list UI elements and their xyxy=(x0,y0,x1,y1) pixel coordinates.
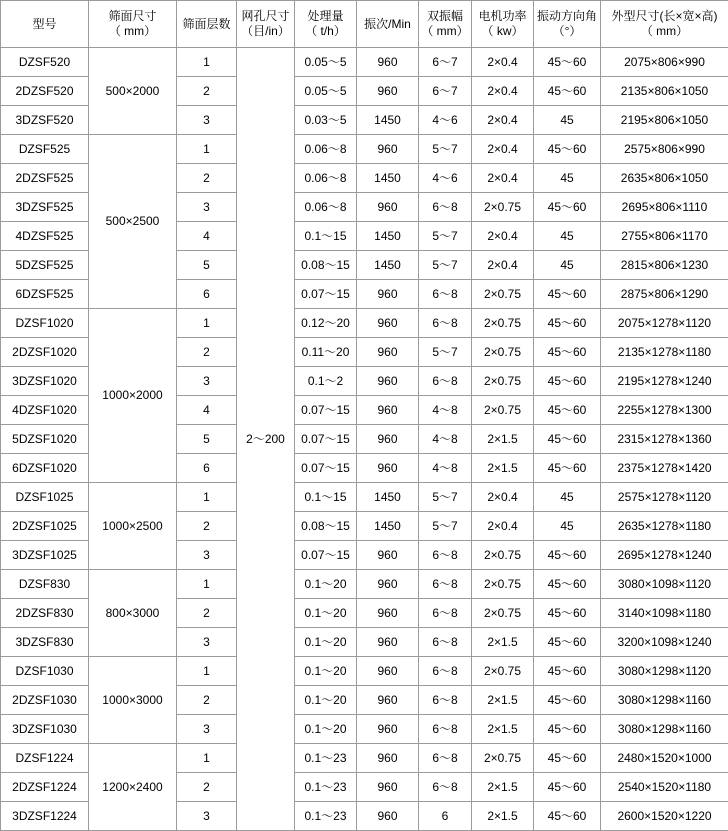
cell-angle: 45～60 xyxy=(534,773,601,802)
cell-model: 5DZSF1020 xyxy=(1,425,89,454)
cell-capacity: 0.07～15 xyxy=(295,541,357,570)
cell-dimensions: 2635×1278×1180 xyxy=(601,512,728,541)
cell-model: DZSF830 xyxy=(1,570,89,599)
cell-screen-size: 500×2000 xyxy=(89,48,177,135)
cell-capacity: 0.1～23 xyxy=(295,773,357,802)
cell-dimensions: 2075×1278×1120 xyxy=(601,309,728,338)
cell-dimensions: 2195×806×1050 xyxy=(601,106,728,135)
cell-frequency: 960 xyxy=(357,570,419,599)
cell-capacity: 0.08～15 xyxy=(295,251,357,280)
column-header-line2: （ mm） xyxy=(420,24,470,39)
cell-model: 4DZSF525 xyxy=(1,222,89,251)
cell-angle: 45～60 xyxy=(534,135,601,164)
cell-model: DZSF1030 xyxy=(1,657,89,686)
column-header-line1: 电机功率 xyxy=(473,9,532,24)
table-body xyxy=(1,48,728,831)
cell-power: 2×0.4 xyxy=(472,483,534,512)
cell-layers: 1 xyxy=(177,570,237,599)
cell-model: 3DZSF525 xyxy=(1,193,89,222)
cell-angle: 45～60 xyxy=(534,396,601,425)
cell-capacity: 0.1～15 xyxy=(295,483,357,512)
cell-angle: 45～60 xyxy=(534,454,601,483)
cell-dimensions: 3080×1298×1160 xyxy=(601,686,728,715)
cell-frequency: 960 xyxy=(357,628,419,657)
cell-angle: 45～60 xyxy=(534,309,601,338)
cell-screen-size: 800×3000 xyxy=(89,570,177,657)
cell-layers: 3 xyxy=(177,106,237,135)
column-header-line2: （ mm） xyxy=(602,24,727,39)
cell-layers: 2 xyxy=(177,773,237,802)
cell-angle: 45～60 xyxy=(534,541,601,570)
cell-frequency: 1450 xyxy=(357,106,419,135)
cell-frequency: 960 xyxy=(357,773,419,802)
cell-model: 5DZSF525 xyxy=(1,251,89,280)
cell-capacity: 0.1～23 xyxy=(295,744,357,773)
cell-amplitude: 6～8 xyxy=(419,686,472,715)
column-header-line2: （目/in） xyxy=(238,24,293,39)
cell-angle: 45～60 xyxy=(534,686,601,715)
cell-layers: 3 xyxy=(177,802,237,831)
cell-amplitude: 6～8 xyxy=(419,744,472,773)
cell-frequency: 1450 xyxy=(357,251,419,280)
column-header-line2: （ t/h） xyxy=(296,24,355,39)
cell-dimensions: 2480×1520×1000 xyxy=(601,744,728,773)
cell-frequency: 960 xyxy=(357,396,419,425)
cell-layers: 3 xyxy=(177,541,237,570)
cell-frequency: 960 xyxy=(357,802,419,831)
cell-dimensions: 3140×1098×1180 xyxy=(601,599,728,628)
cell-capacity: 0.1～20 xyxy=(295,599,357,628)
cell-model: 6DZSF525 xyxy=(1,280,89,309)
cell-dimensions: 2375×1278×1420 xyxy=(601,454,728,483)
cell-amplitude: 4～6 xyxy=(419,164,472,193)
table-row xyxy=(1,657,728,686)
cell-amplitude: 6～8 xyxy=(419,628,472,657)
cell-capacity: 0.1～20 xyxy=(295,628,357,657)
table-row xyxy=(1,744,728,773)
cell-power: 2×1.5 xyxy=(472,425,534,454)
cell-layers: 1 xyxy=(177,309,237,338)
column-header-line1: 振动方向角 xyxy=(535,9,599,24)
cell-amplitude: 6～7 xyxy=(419,48,472,77)
cell-angle: 45～60 xyxy=(534,280,601,309)
column-header-line1: 型号 xyxy=(2,17,87,32)
cell-angle: 45～60 xyxy=(534,657,601,686)
cell-amplitude: 4～8 xyxy=(419,425,472,454)
cell-model: 2DZSF1224 xyxy=(1,773,89,802)
column-header-2 xyxy=(177,1,237,48)
cell-model: 2DZSF1020 xyxy=(1,338,89,367)
cell-dimensions: 2575×806×990 xyxy=(601,135,728,164)
cell-frequency: 960 xyxy=(357,338,419,367)
column-header-line1: 外型尺寸(长×宽×高) xyxy=(602,9,727,24)
cell-amplitude: 4～8 xyxy=(419,454,472,483)
cell-model: 4DZSF1020 xyxy=(1,396,89,425)
cell-model: DZSF1025 xyxy=(1,483,89,512)
cell-layers: 2 xyxy=(177,77,237,106)
cell-dimensions: 2695×806×1110 xyxy=(601,193,728,222)
cell-power: 2×0.4 xyxy=(472,77,534,106)
column-header-1 xyxy=(89,1,177,48)
cell-layers: 2 xyxy=(177,599,237,628)
cell-amplitude: 6～8 xyxy=(419,773,472,802)
cell-layers: 6 xyxy=(177,454,237,483)
cell-screen-size: 1000×2500 xyxy=(89,483,177,570)
cell-dimensions: 2755×806×1170 xyxy=(601,222,728,251)
cell-dimensions: 2135×806×1050 xyxy=(601,77,728,106)
column-header-7 xyxy=(472,1,534,48)
cell-power: 2×0.4 xyxy=(472,106,534,135)
cell-frequency: 960 xyxy=(357,454,419,483)
cell-amplitude: 5～7 xyxy=(419,222,472,251)
cell-angle: 45 xyxy=(534,251,601,280)
cell-dimensions: 2315×1278×1360 xyxy=(601,425,728,454)
cell-capacity: 0.1～20 xyxy=(295,570,357,599)
cell-power: 2×0.4 xyxy=(472,251,534,280)
cell-screen-size: 1000×3000 xyxy=(89,657,177,744)
cell-power: 2×0.75 xyxy=(472,570,534,599)
cell-angle: 45～60 xyxy=(534,48,601,77)
cell-amplitude: 6～8 xyxy=(419,570,472,599)
cell-layers: 1 xyxy=(177,744,237,773)
cell-capacity: 0.07～15 xyxy=(295,425,357,454)
cell-capacity: 0.05～5 xyxy=(295,77,357,106)
cell-angle: 45～60 xyxy=(534,367,601,396)
cell-layers: 5 xyxy=(177,251,237,280)
cell-capacity: 0.03～5 xyxy=(295,106,357,135)
cell-amplitude: 6～8 xyxy=(419,280,472,309)
cell-frequency: 960 xyxy=(357,367,419,396)
cell-model: 6DZSF1020 xyxy=(1,454,89,483)
cell-power: 2×0.75 xyxy=(472,193,534,222)
cell-power: 2×1.5 xyxy=(472,715,534,744)
cell-power: 2×0.75 xyxy=(472,396,534,425)
cell-dimensions: 3080×1098×1120 xyxy=(601,570,728,599)
cell-amplitude: 6～8 xyxy=(419,657,472,686)
cell-angle: 45～60 xyxy=(534,599,601,628)
cell-frequency: 1450 xyxy=(357,512,419,541)
cell-power: 2×0.75 xyxy=(472,599,534,628)
cell-capacity: 0.07～15 xyxy=(295,280,357,309)
header-row xyxy=(1,1,728,48)
cell-power: 2×0.75 xyxy=(472,541,534,570)
cell-capacity: 0.07～15 xyxy=(295,396,357,425)
cell-power: 2×0.75 xyxy=(472,367,534,396)
cell-layers: 1 xyxy=(177,657,237,686)
cell-amplitude: 6～7 xyxy=(419,77,472,106)
cell-power: 2×1.5 xyxy=(472,686,534,715)
cell-power: 2×0.75 xyxy=(472,280,534,309)
cell-dimensions: 2875×806×1290 xyxy=(601,280,728,309)
cell-capacity: 0.1～23 xyxy=(295,802,357,831)
cell-frequency: 1450 xyxy=(357,164,419,193)
cell-frequency: 960 xyxy=(357,599,419,628)
cell-frequency: 960 xyxy=(357,686,419,715)
cell-angle: 45～60 xyxy=(534,628,601,657)
cell-model: 2DZSF1025 xyxy=(1,512,89,541)
cell-angle: 45 xyxy=(534,483,601,512)
cell-model: 2DZSF520 xyxy=(1,77,89,106)
cell-frequency: 960 xyxy=(357,744,419,773)
column-header-line2: （ kw） xyxy=(473,24,532,39)
cell-model: 3DZSF1224 xyxy=(1,802,89,831)
cell-model: DZSF1020 xyxy=(1,309,89,338)
column-header-line1: 筛面尺寸 xyxy=(90,9,175,24)
column-header-5 xyxy=(357,1,419,48)
table-row xyxy=(1,48,728,77)
cell-frequency: 1450 xyxy=(357,222,419,251)
column-header-0 xyxy=(1,1,89,48)
cell-dimensions: 2815×806×1230 xyxy=(601,251,728,280)
cell-power: 2×1.5 xyxy=(472,802,534,831)
cell-capacity: 0.08～15 xyxy=(295,512,357,541)
table-header xyxy=(1,1,728,48)
cell-model: DZSF525 xyxy=(1,135,89,164)
cell-layers: 1 xyxy=(177,483,237,512)
cell-power: 2×0.4 xyxy=(472,135,534,164)
cell-amplitude: 6～8 xyxy=(419,193,472,222)
cell-dimensions: 2135×1278×1180 xyxy=(601,338,728,367)
table-row xyxy=(1,483,728,512)
cell-amplitude: 6 xyxy=(419,802,472,831)
cell-dimensions: 2600×1520×1220 xyxy=(601,802,728,831)
cell-amplitude: 6～8 xyxy=(419,367,472,396)
cell-frequency: 960 xyxy=(357,280,419,309)
cell-frequency: 960 xyxy=(357,48,419,77)
cell-angle: 45～60 xyxy=(534,570,601,599)
cell-layers: 4 xyxy=(177,222,237,251)
cell-frequency: 960 xyxy=(357,657,419,686)
cell-frequency: 960 xyxy=(357,193,419,222)
cell-screen-size: 500×2500 xyxy=(89,135,177,309)
cell-amplitude: 6～8 xyxy=(419,715,472,744)
cell-capacity: 0.1～15 xyxy=(295,222,357,251)
column-header-line1: 振次/Min xyxy=(358,17,417,32)
cell-model: 2DZSF1030 xyxy=(1,686,89,715)
cell-amplitude: 5～7 xyxy=(419,483,472,512)
cell-angle: 45～60 xyxy=(534,715,601,744)
cell-mesh-size: 2～200 xyxy=(237,48,295,831)
cell-amplitude: 5～7 xyxy=(419,512,472,541)
column-header-8 xyxy=(534,1,601,48)
cell-dimensions: 2695×1278×1240 xyxy=(601,541,728,570)
column-header-line1: 处理量 xyxy=(296,9,355,24)
cell-dimensions: 3200×1098×1240 xyxy=(601,628,728,657)
cell-power: 2×0.75 xyxy=(472,338,534,367)
cell-angle: 45～60 xyxy=(534,425,601,454)
cell-frequency: 960 xyxy=(357,541,419,570)
cell-model: 2DZSF830 xyxy=(1,599,89,628)
cell-frequency: 960 xyxy=(357,309,419,338)
cell-capacity: 0.1～20 xyxy=(295,686,357,715)
column-header-line2: （°） xyxy=(535,24,599,39)
cell-angle: 45～60 xyxy=(534,77,601,106)
cell-capacity: 0.1～20 xyxy=(295,715,357,744)
cell-layers: 5 xyxy=(177,425,237,454)
column-header-4 xyxy=(295,1,357,48)
cell-frequency: 1450 xyxy=(357,483,419,512)
cell-dimensions: 3080×1298×1120 xyxy=(601,657,728,686)
column-header-6 xyxy=(419,1,472,48)
cell-capacity: 0.1～20 xyxy=(295,657,357,686)
cell-power: 2×1.5 xyxy=(472,628,534,657)
cell-angle: 45～60 xyxy=(534,193,601,222)
cell-model: 3DZSF830 xyxy=(1,628,89,657)
cell-layers: 6 xyxy=(177,280,237,309)
cell-power: 2×0.75 xyxy=(472,744,534,773)
cell-amplitude: 4～6 xyxy=(419,106,472,135)
table-row xyxy=(1,570,728,599)
cell-amplitude: 4～8 xyxy=(419,396,472,425)
cell-model: DZSF520 xyxy=(1,48,89,77)
cell-frequency: 960 xyxy=(357,135,419,164)
cell-dimensions: 2635×806×1050 xyxy=(601,164,728,193)
cell-amplitude: 6～8 xyxy=(419,599,472,628)
cell-amplitude: 5～7 xyxy=(419,251,472,280)
table-row xyxy=(1,309,728,338)
cell-layers: 3 xyxy=(177,715,237,744)
cell-dimensions: 2540×1520×1180 xyxy=(601,773,728,802)
cell-capacity: 0.05～5 xyxy=(295,48,357,77)
cell-screen-size: 1000×2000 xyxy=(89,309,177,483)
cell-capacity: 0.1～2 xyxy=(295,367,357,396)
cell-angle: 45 xyxy=(534,222,601,251)
cell-dimensions: 2195×1278×1240 xyxy=(601,367,728,396)
cell-model: 3DZSF1020 xyxy=(1,367,89,396)
cell-power: 2×0.75 xyxy=(472,309,534,338)
cell-power: 2×0.4 xyxy=(472,512,534,541)
cell-dimensions: 3080×1298×1160 xyxy=(601,715,728,744)
column-header-line1: 筛面层数 xyxy=(178,17,235,32)
cell-capacity: 0.07～15 xyxy=(295,454,357,483)
cell-layers: 1 xyxy=(177,48,237,77)
cell-capacity: 0.06～8 xyxy=(295,164,357,193)
cell-angle: 45 xyxy=(534,512,601,541)
cell-capacity: 0.06～8 xyxy=(295,193,357,222)
cell-capacity: 0.11～20 xyxy=(295,338,357,367)
cell-amplitude: 5～7 xyxy=(419,135,472,164)
cell-angle: 45～60 xyxy=(534,802,601,831)
cell-screen-size: 1200×2400 xyxy=(89,744,177,831)
cell-angle: 45 xyxy=(534,106,601,135)
cell-layers: 3 xyxy=(177,193,237,222)
cell-frequency: 960 xyxy=(357,715,419,744)
cell-power: 2×0.75 xyxy=(472,657,534,686)
cell-layers: 3 xyxy=(177,628,237,657)
column-header-line1: 双振幅 xyxy=(420,9,470,24)
cell-amplitude: 6～8 xyxy=(419,309,472,338)
cell-model: DZSF1224 xyxy=(1,744,89,773)
cell-layers: 2 xyxy=(177,338,237,367)
column-header-3 xyxy=(237,1,295,48)
cell-dimensions: 2255×1278×1300 xyxy=(601,396,728,425)
cell-power: 2×1.5 xyxy=(472,773,534,802)
cell-layers: 2 xyxy=(177,686,237,715)
cell-frequency: 960 xyxy=(357,425,419,454)
cell-capacity: 0.06～8 xyxy=(295,135,357,164)
cell-power: 2×0.4 xyxy=(472,48,534,77)
cell-layers: 1 xyxy=(177,135,237,164)
cell-capacity: 0.12～20 xyxy=(295,309,357,338)
table-row xyxy=(1,135,728,164)
cell-model: 2DZSF525 xyxy=(1,164,89,193)
cell-frequency: 960 xyxy=(357,77,419,106)
cell-amplitude: 5～7 xyxy=(419,338,472,367)
column-header-line2: （ mm） xyxy=(90,24,175,39)
cell-model: 3DZSF1025 xyxy=(1,541,89,570)
column-header-9 xyxy=(601,1,728,48)
cell-layers: 4 xyxy=(177,396,237,425)
cell-angle: 45～60 xyxy=(534,338,601,367)
cell-layers: 3 xyxy=(177,367,237,396)
cell-angle: 45～60 xyxy=(534,744,601,773)
cell-dimensions: 2575×1278×1120 xyxy=(601,483,728,512)
cell-power: 2×0.4 xyxy=(472,164,534,193)
cell-angle: 45 xyxy=(534,164,601,193)
cell-power: 2×0.4 xyxy=(472,222,534,251)
cell-model: 3DZSF1030 xyxy=(1,715,89,744)
column-header-line1: 网孔尺寸 xyxy=(238,9,293,24)
cell-layers: 2 xyxy=(177,164,237,193)
cell-dimensions: 2075×806×990 xyxy=(601,48,728,77)
cell-power: 2×1.5 xyxy=(472,454,534,483)
cell-layers: 2 xyxy=(177,512,237,541)
cell-model: 3DZSF520 xyxy=(1,106,89,135)
cell-amplitude: 6～8 xyxy=(419,541,472,570)
